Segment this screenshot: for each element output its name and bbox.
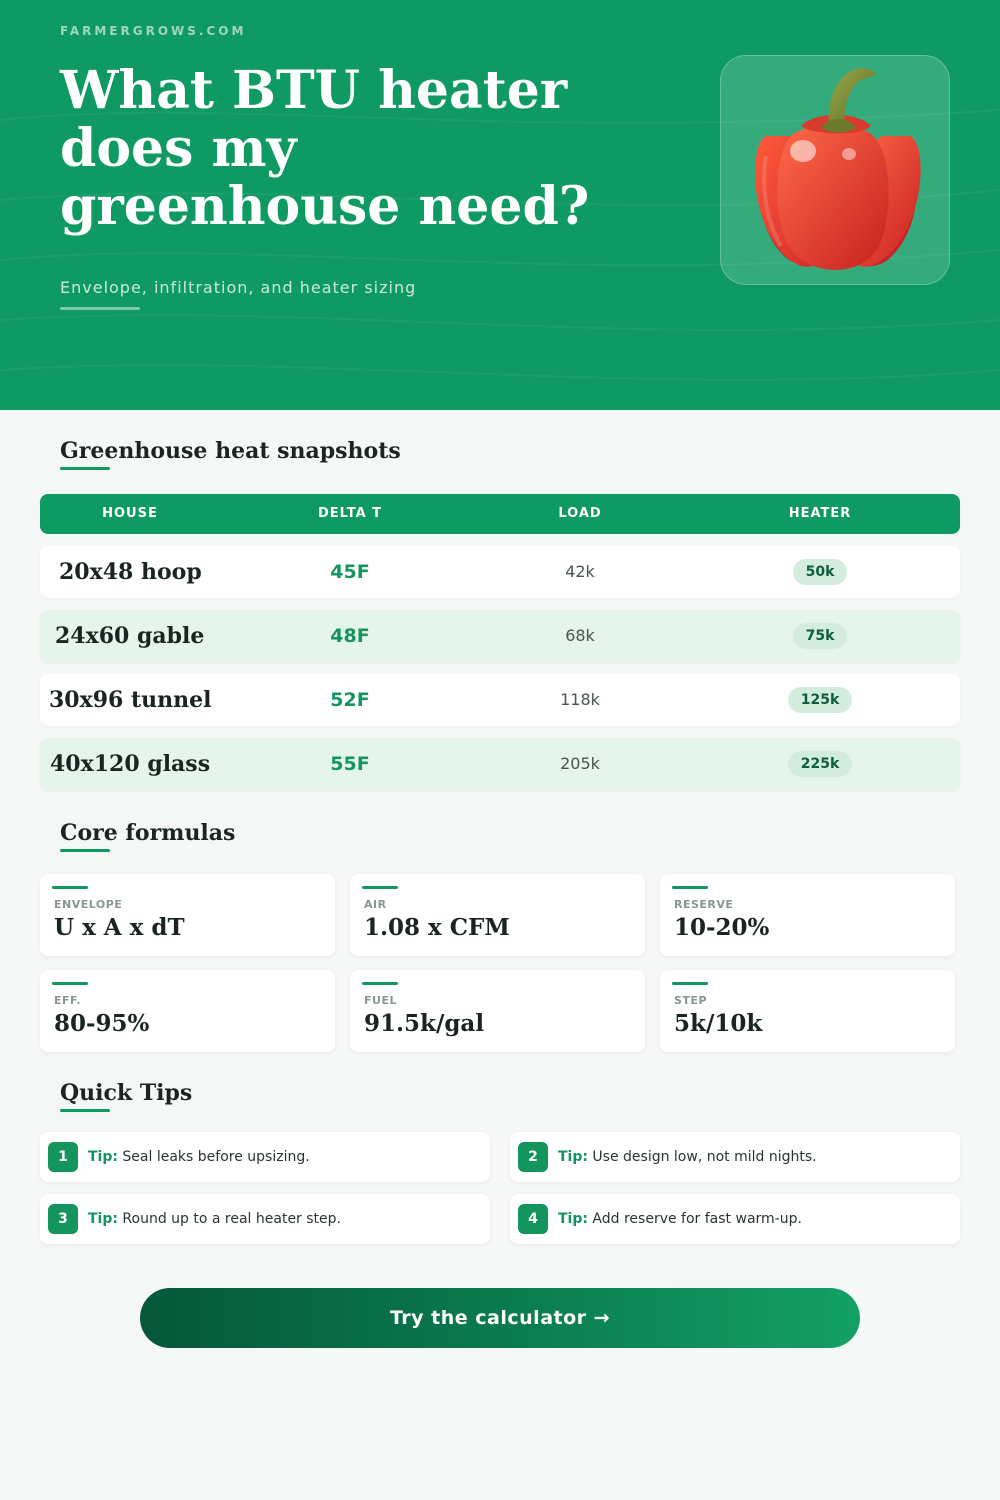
- cell-heater: [760, 610, 880, 662]
- tip-number-badge: 2: [518, 1142, 548, 1172]
- hero-banner: [0, 0, 1000, 410]
- cell-house: 30x96 tunnel: [49, 687, 212, 713]
- cell-heater: [760, 674, 880, 726]
- card-accent-bar: [52, 886, 88, 889]
- try-calculator-button[interactable]: Try the calculator →: [140, 1288, 860, 1348]
- tip-number-badge: 4: [518, 1204, 548, 1234]
- tips-title-bar: [60, 1109, 110, 1112]
- table-row: [40, 546, 960, 598]
- card-accent-bar: [52, 982, 88, 985]
- card-accent-bar: [362, 982, 398, 985]
- bell-pepper-icon: [721, 56, 951, 286]
- tip-prefix: Tip:: [558, 1211, 588, 1227]
- table-row: [40, 674, 960, 726]
- formula-card: [350, 874, 645, 956]
- tips-title: Quick Tips: [60, 1080, 193, 1106]
- formulas-title-bar: [60, 849, 110, 852]
- cell-delta-t: 55F: [330, 753, 370, 775]
- cell-load: 42k: [565, 562, 595, 581]
- formula-label: STEP: [674, 994, 708, 1007]
- tip-prefix: Tip:: [558, 1149, 588, 1165]
- table-header: [40, 494, 960, 534]
- cell-house: 20x48 hoop: [59, 559, 202, 585]
- tip-text: [88, 1194, 341, 1244]
- cell-heater: [760, 738, 880, 790]
- snapshots-title: Greenhouse heat snapshots: [60, 438, 401, 464]
- tip-text: [88, 1132, 310, 1182]
- formula-card: [350, 970, 645, 1052]
- formula-card: [40, 874, 335, 956]
- cell-house: 24x60 gable: [55, 623, 205, 649]
- column-header-heater: HEATER: [788, 506, 852, 521]
- tip-prefix: Tip:: [88, 1149, 118, 1165]
- formulas-title: Core formulas: [60, 820, 236, 846]
- cell-load: 118k: [560, 690, 600, 709]
- tip-number-badge: 3: [48, 1204, 78, 1234]
- tip-text: [558, 1194, 802, 1244]
- heater-badge: 75k: [793, 623, 848, 649]
- table-row: [40, 738, 960, 790]
- snapshots-title-bar: [60, 467, 110, 470]
- cell-delta-t: 52F: [330, 689, 370, 711]
- tip-body: Seal leaks before upsizing.: [122, 1149, 310, 1165]
- column-header-delta-t: DELTA T: [317, 506, 383, 521]
- brand-name: FARMERGROWS.COM: [60, 24, 247, 38]
- page-subtitle: Envelope, infiltration, and heater sizing: [60, 278, 417, 297]
- cell-load: 205k: [560, 754, 600, 773]
- cell-load: 68k: [565, 626, 595, 645]
- formula-value: U x A x dT: [54, 914, 185, 941]
- cell-house: 40x120 glass: [50, 751, 211, 777]
- heater-badge: 125k: [788, 687, 853, 713]
- cell-delta-t: 48F: [330, 625, 370, 647]
- tip-body: Use design low, not mild nights.: [592, 1149, 817, 1165]
- formula-label: EFF.: [54, 994, 82, 1007]
- card-accent-bar: [362, 886, 398, 889]
- formula-card: [660, 874, 955, 956]
- tip-body: Round up to a real heater step.: [122, 1211, 342, 1227]
- tip-prefix: Tip:: [88, 1211, 118, 1227]
- subtitle-underline: [60, 307, 140, 310]
- formula-card: [40, 970, 335, 1052]
- formula-value: 5k/10k: [674, 1010, 763, 1037]
- tip-item: [40, 1132, 490, 1182]
- tip-text: [558, 1132, 817, 1182]
- card-accent-bar: [672, 886, 708, 889]
- card-accent-bar: [672, 982, 708, 985]
- hero-image-tile: [720, 55, 950, 285]
- page-title: What BTU heater does my greenhouse need?: [60, 60, 590, 237]
- formula-label: AIR: [364, 898, 387, 911]
- formula-value: 80-95%: [54, 1010, 150, 1037]
- formula-value: 91.5k/gal: [364, 1010, 485, 1037]
- formula-value: 1.08 x CFM: [364, 914, 510, 941]
- heater-badge: 50k: [793, 559, 848, 585]
- formula-label: RESERVE: [674, 898, 734, 911]
- tip-number-badge: 1: [48, 1142, 78, 1172]
- cell-delta-t: 45F: [330, 561, 370, 583]
- formula-label: ENVELOPE: [54, 898, 123, 911]
- formula-label: FUEL: [364, 994, 397, 1007]
- formula-card: [660, 970, 955, 1052]
- tip-body: Add reserve for fast warm-up.: [592, 1211, 802, 1227]
- tip-item: [510, 1132, 960, 1182]
- tip-item: [40, 1194, 490, 1244]
- heater-badge: 225k: [788, 751, 853, 777]
- column-header-load: LOAD: [558, 506, 602, 521]
- cell-heater: [760, 546, 880, 598]
- table-row: [40, 610, 960, 662]
- column-header-house: HOUSE: [102, 506, 158, 521]
- tip-item: [510, 1194, 960, 1244]
- formula-value: 10-20%: [674, 914, 770, 941]
